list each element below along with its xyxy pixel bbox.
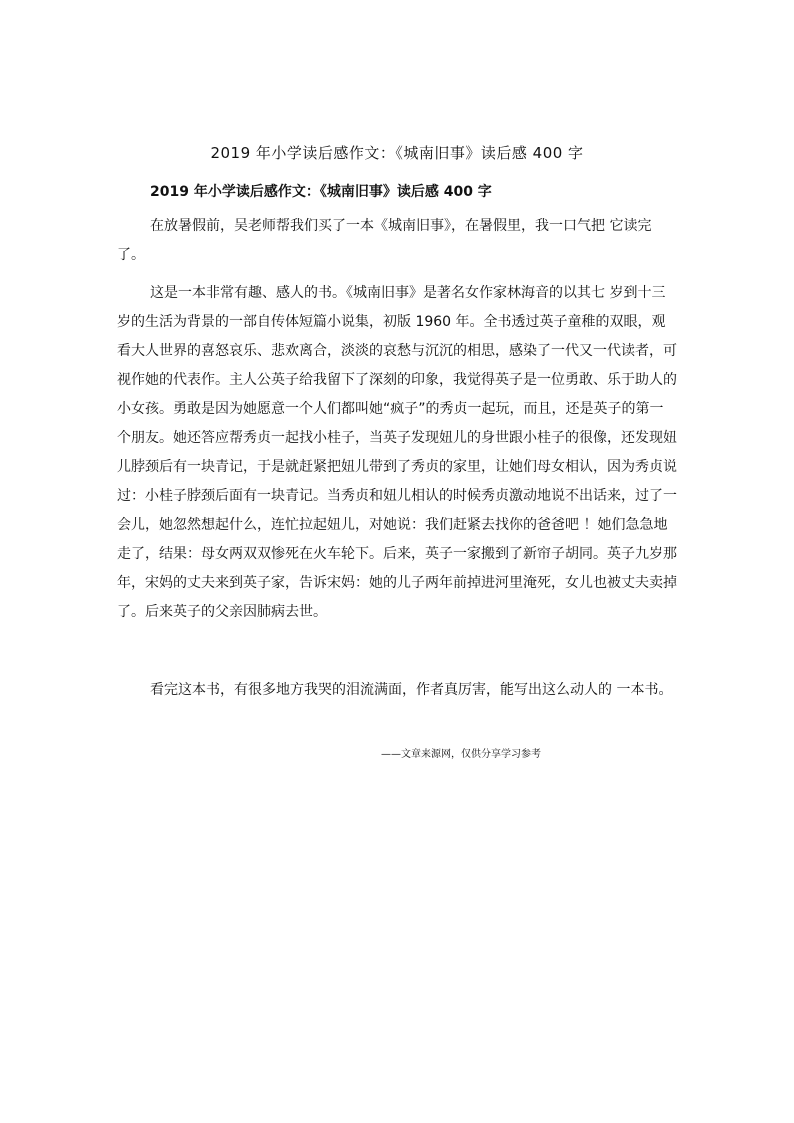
document-title: 2019 年小学读后感作文：《城南旧事》读后感 400 字 (210, 144, 584, 162)
paragraph-2: 这是一本非常有趣、感人的书。《城南旧事》是著名女作家林海音的以其七 岁到十三岁的生活为背景的一部自传体短篇小说集，初版 1960 年。全书透过英子童稚的双眼，观看大人世界的喜怒哀乐、悲欢离合，淡淡的哀愁与沉沉的相思，感染了一代又一代读者，可视作她的代表作。主人公英子给我留下了深刻的印象，我觉得英子是一位勇敢、乐于助人的小女孩。勇敢是因为她愿意一个人们都叫她“疯子”的秀贞一起玩，而且，还是英子的第一个朋友。她还答应帮秀贞一起找小桂子，当英子发现妞儿的身世跟小桂子的很像，还发现妞儿脖颈后有一块青记，于是就赶紧把妞儿带到了秀贞的家里，让她们母女相认，因为秀贞说过：小桂子脖颈后面有一块青记。当秀贞和妞儿相认的时候秀贞激动地说不出话来，过了一 会儿，她忽然想起什么，连忙拉起妞儿，对她说：我们赶紧去找你的爸爸吧 ！她们急急地走了，结果：母女两双双惨死在火车轮下。后来，英子一家搬到了新帘子胡同。英子九岁那年，宋妈的丈夫来到英子家，告诉宋妈：她的儿子两年前掉进河里淹死，女儿也被丈夫卖掉了。后来英子的父亲因肺病去世。 (117, 285, 677, 620)
paragraph-3: 看完这本书，有很多地方我哭的泪流满面，作者真厉害，能写出这么动人的 一本书。 (150, 682, 673, 698)
paragraph-1: 在放暑假前，吴老师帮我们买了一本《城南旧事》，在暑假里，我一口气把 它读完了。 (117, 218, 652, 263)
document-subtitle: 2019 年小学读后感作文：《城南旧事》读后感 400 字 (150, 184, 492, 200)
source-note: ——文章来源网，仅供分享学习参考 (381, 749, 541, 760)
